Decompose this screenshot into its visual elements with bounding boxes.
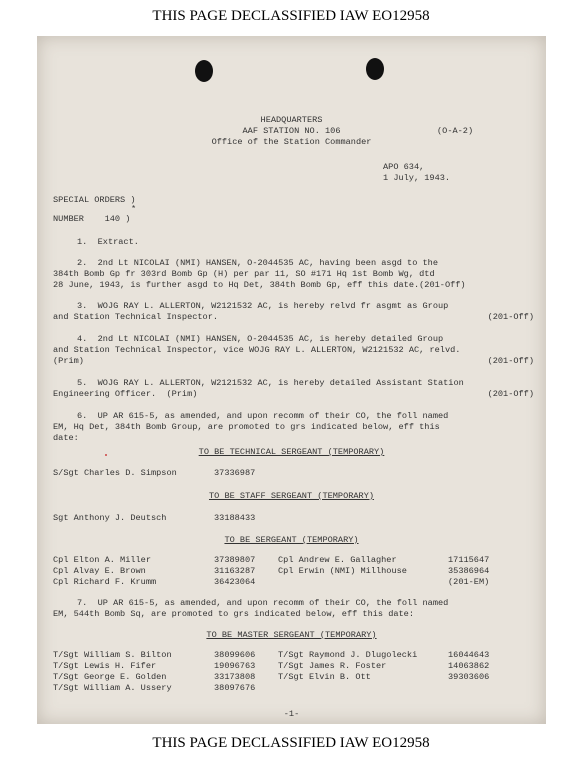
document-page bbox=[37, 36, 546, 724]
serial-number: 39303606 bbox=[448, 672, 490, 682]
heading-staff-sergeant: TO BE STAFF SERGEANT (TEMPORARY) bbox=[208, 491, 375, 501]
office-title: Office of the Station Commander bbox=[211, 137, 372, 147]
paragraph-7-line: EM, 544th Bomb Sq, are promoted to grs indicated below, eff this date: bbox=[53, 609, 414, 619]
order-date: 1 July, 1943. bbox=[383, 173, 451, 183]
paragraph-5-line: Engineering Officer. (Prim) bbox=[53, 389, 198, 399]
serial-number: 38099606 bbox=[214, 650, 256, 660]
heading-tech-sergeant: TO BE TECHNICAL SERGEANT (TEMPORARY) bbox=[198, 447, 385, 457]
serial-number: 36423064 bbox=[214, 577, 256, 587]
hq-title: HEADQUARTERS bbox=[260, 115, 323, 125]
serial-number: 37336987 bbox=[214, 468, 256, 478]
punch-hole bbox=[195, 60, 213, 82]
paragraph-5-line: 5. WOJG RAY L. ALLERTON, W2121532 AC, is hereby detailed Assistant Station bbox=[77, 378, 464, 388]
paragraph-2-line: 28 June, 1943, is further asgd to Hq Det, 384th Bomb Gp, eff this date.(201-Off) bbox=[53, 280, 466, 290]
serial-number: 38097676 bbox=[214, 683, 256, 693]
serial-number: 35386964 bbox=[448, 566, 490, 576]
person-name: Sgt Anthony J. Deutsch bbox=[53, 513, 167, 523]
person-name: Cpl Elton A. Miller bbox=[53, 555, 151, 565]
serial-number: 33188433 bbox=[214, 513, 256, 523]
person-name: T/Sgt William S. Bilton bbox=[53, 650, 172, 660]
paragraph-2-line: 2. 2nd Lt NICOLAI (NMI) HANSEN, O-2044535 AC, having been asgd to the bbox=[77, 258, 438, 268]
person-name: T/Sgt Raymond J. Dlugolecki bbox=[278, 650, 418, 660]
file-ref: (201-Off) bbox=[487, 312, 534, 322]
file-ref: (201-Off) bbox=[487, 389, 534, 399]
paragraph-6-line: 6. UP AR 615-5, as amended, and upon recomm of their CO, the foll named bbox=[77, 411, 449, 421]
person-name: T/Sgt James R. Foster bbox=[278, 661, 387, 671]
person-name: T/Sgt William A. Ussery bbox=[53, 683, 172, 693]
station-title: AAF STATION NO. 106 bbox=[242, 126, 341, 136]
paragraph-3-line: 3. WOJG RAY L. ALLERTON, W2121532 AC, is hereby relvd fr asgmt as Group bbox=[77, 301, 449, 311]
paragraph-4-line: 4. 2nd Lt NICOLAI (NMI) HANSEN, O-2044535 AC, is hereby detailed Group bbox=[77, 334, 444, 344]
paragraph-1: 1. Extract. bbox=[77, 237, 139, 247]
apo: APO 634, bbox=[383, 162, 425, 172]
asterisk: * bbox=[131, 204, 137, 214]
paragraph-6-line: EM, Hq Det, 384th Bomb Group, are promoted to grs indicated below, eff this bbox=[53, 422, 440, 432]
person-name: T/Sgt George E. Golden bbox=[53, 672, 167, 682]
person-name: T/Sgt Elvin B. Ott bbox=[278, 672, 371, 682]
serial-number: 31163287 bbox=[214, 566, 256, 576]
serial-number: 16044643 bbox=[448, 650, 490, 660]
paragraph-2-line: 384th Bomb Gp fr 303rd Bomb Gp (H) per par 11, SO #171 Hq 1st Bomb Wg, dtd bbox=[53, 269, 435, 279]
person-name: S/Sgt Charles D. Simpson bbox=[53, 468, 177, 478]
page-number: -1- bbox=[283, 709, 300, 719]
paragraph-3-line: and Station Technical Inspector. bbox=[53, 312, 219, 322]
person-name: Cpl Alvay E. Brown bbox=[53, 566, 146, 576]
special-orders: SPECIAL ORDERS ) bbox=[53, 195, 136, 205]
paragraph-6-line: date: bbox=[53, 433, 79, 443]
serial-number: 17115647 bbox=[448, 555, 490, 565]
declassified-banner-top: THIS PAGE DECLASSIFIED IAW EO12958 bbox=[152, 8, 430, 24]
heading-master-sergeant: TO BE MASTER SERGEANT (TEMPORARY) bbox=[206, 630, 377, 640]
order-number: NUMBER 140 ) bbox=[53, 214, 131, 224]
order-code: (O-A-2) bbox=[437, 126, 474, 136]
file-ref: (201-Off) bbox=[487, 356, 534, 366]
serial-number: 14063862 bbox=[448, 661, 490, 671]
person-name: T/Sgt Lewis H. Fifer bbox=[53, 661, 157, 671]
heading-sergeant: TO BE SERGEANT (TEMPORARY) bbox=[224, 535, 359, 545]
serial-number: 37389807 bbox=[214, 555, 256, 565]
punch-hole bbox=[366, 58, 384, 80]
paragraph-7-line: 7. UP AR 615-5, as amended, and upon recomm of their CO, the foll named bbox=[77, 598, 449, 608]
file-ref: (201-EM) bbox=[448, 577, 490, 587]
serial-number: 19096763 bbox=[214, 661, 256, 671]
serial-number: 33173808 bbox=[214, 672, 256, 682]
person-name: Cpl Andrew E. Gallagher bbox=[278, 555, 397, 565]
person-name: Cpl Erwin (NMI) Millhouse bbox=[278, 566, 407, 576]
paragraph-4-line: (Prim) bbox=[53, 356, 84, 366]
paragraph-4-line: and Station Technical Inspector, vice WOJG RAY L. ALLERTON, W2121532 AC, relvd. bbox=[53, 345, 461, 355]
person-name: Cpl Richard F. Krumm bbox=[53, 577, 157, 587]
declassified-banner-bottom: THIS PAGE DECLASSIFIED IAW EO12958 bbox=[152, 735, 430, 751]
